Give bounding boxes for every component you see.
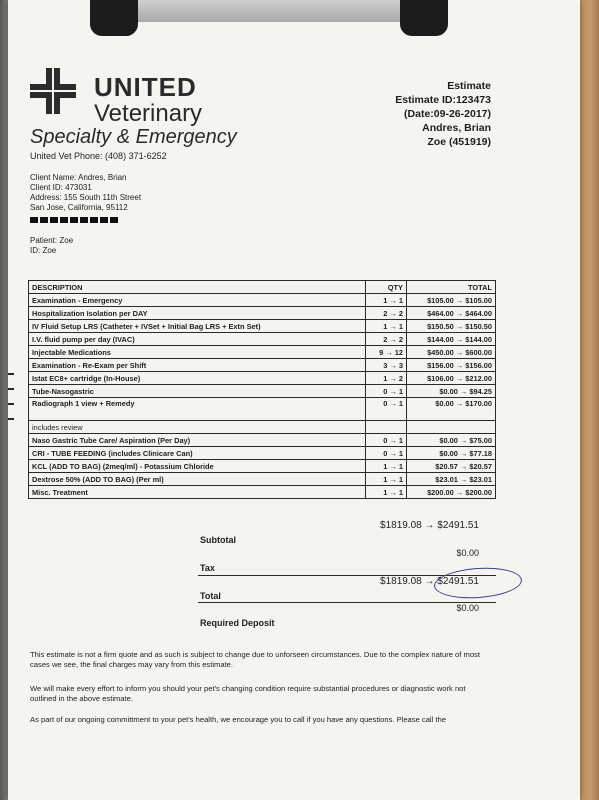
estimate-id: Estimate ID:123473 [395,94,491,106]
table-row [29,307,496,320]
patient-name: Patient: Zoe [30,236,74,245]
row-qty: 1 → 1 [366,486,407,499]
col-description: DESCRIPTION [29,281,366,294]
row-total: $0.00 → $170.00 [407,398,496,421]
estimate-table [28,280,496,499]
row-total: $450.00 → $600.00 [407,346,496,359]
row-desc: I.V. fluid pump per day (IVAC) [29,333,366,346]
subtotal-label: Subtotal [200,535,236,545]
row-desc: Examination - Emergency [29,294,366,307]
row-total [407,421,496,434]
row-qty: 1 → 2 [366,372,407,385]
row-total: $20.57 → $20.57 [407,460,496,473]
table-row [29,294,496,307]
pen-mark [8,403,14,405]
patient-info [30,236,73,256]
pen-mark [8,373,14,375]
estimate-date: (Date:09-26-2017) [404,108,491,120]
estimate-client: Andres, Brian [422,122,491,134]
row-qty: 0 → 1 [366,385,407,398]
table-row [29,434,496,447]
estimate-header [395,79,491,149]
row-desc: Injectable Medications [29,346,366,359]
row-qty: 0 → 1 [366,398,407,421]
disclaimer-paragraph: We will make every effort to inform you should your pet's changing condition require substantial procedures or diagnostic work not outlined in the above estimate. [30,684,466,703]
clipboard-edge [577,0,599,800]
row-qty: 3 → 3 [366,359,407,372]
row-desc: CRI - TUBE FEEDING (includes Clinicare Can) [29,447,366,460]
tax-label: Tax [200,563,215,573]
total-label: Total [200,591,221,601]
row-qty: 0 → 1 [366,434,407,447]
disclaimer-paragraph: As part of our ongoing committment to your pet's health, we encourage you to call if you have any questions. Please call the [30,715,446,724]
clip-bar [90,0,445,22]
table-row [29,320,496,333]
client-city: San Jose, California, 95112 [30,203,128,212]
row-total: $0.00 → $94.25 [407,385,496,398]
client-name: Client Name: Andres, Brian [30,173,127,182]
row-total: $106.00 → $212.00 [407,372,496,385]
table-row [29,460,496,473]
row-desc: includes review [29,421,366,434]
table-row [29,447,496,460]
items-total: $1819.08 → $2491.51 [380,520,479,531]
united-cross-logo-icon [30,68,76,114]
row-desc: Misc. Treatment [29,486,366,499]
pen-mark [8,418,14,420]
hand-drawn-circle [433,565,523,601]
row-desc: Tube-Nasogastric [29,385,366,398]
row-desc: KCL (ADD TO BAG) (2meq/ml) - Potassium Chloride [29,460,366,473]
row-qty: 1 → 1 [366,294,407,307]
clip-left-grip [90,0,138,36]
row-desc: Examination - Re-Exam per Shift [29,359,366,372]
row-total: $105.00 → $105.00 [407,294,496,307]
table-row [29,346,496,359]
row-total: $0.00 → $75.00 [407,434,496,447]
brand-tagline: Specialty & Emergency [30,126,237,148]
row-qty: 1 → 1 [366,460,407,473]
row-desc: IV Fluid Setup LRS (Catheter + IVSet + Initial Bag LRS + Extn Set) [29,320,366,333]
row-total: $464.00 → $464.00 [407,307,496,320]
row-desc: Dextrose 50% (ADD TO BAG) (Per ml) [29,473,366,486]
tax-value: $0.00 [456,548,479,558]
table-row [29,333,496,346]
row-desc: Hospitalization Isolation per DAY [29,307,366,320]
table-row [29,486,496,499]
client-info [30,173,141,213]
total-value: $1819.08 → $2491.51 [380,576,479,587]
brand-subtitle: Veterinary [94,100,203,127]
row-qty: 1 → 1 [366,473,407,486]
estimate-title: Estimate [447,80,491,92]
row-desc: Istat EC8+ cartridge (In-House) [29,372,366,385]
redaction-mark [30,217,118,223]
row-total: $0.00 → $77.18 [407,447,496,460]
row-qty: 2 → 2 [366,307,407,320]
row-desc: Naso Gastric Tube Care/ Aspiration (Per Day) [29,434,366,447]
table-row [29,385,496,398]
table-row [29,473,496,486]
row-qty [366,421,407,434]
estimate-paper [8,0,580,800]
row-qty: 0 → 1 [366,447,407,460]
estimate-patient: Zoe (451919) [427,136,491,148]
patient-id: ID: Zoe [30,246,57,255]
row-qty: 9 → 12 [366,346,407,359]
table-row [29,359,496,372]
brand-name: UNITED [94,72,197,102]
client-id: Client ID: 473031 [30,183,92,192]
clinic-phone: United Vet Phone: (408) 371-6252 [30,151,167,161]
row-total: $200.00 → $200.00 [407,486,496,499]
row-qty: 2 → 2 [366,333,407,346]
row-total: $156.00 → $156.00 [407,359,496,372]
row-desc: Radiograph 1 view + Remedy [29,398,366,421]
row-total: $144.00 → $144.00 [407,333,496,346]
row-qty: 1 → 1 [366,320,407,333]
clip-right-grip [400,0,448,36]
deposit-label: Required Deposit [200,618,275,628]
col-qty: QTY [366,281,407,294]
table-header [29,281,496,294]
col-total: TOTAL [407,281,496,294]
row-total: $23.01 → $23.01 [407,473,496,486]
table-row [29,372,496,385]
table-row [29,421,496,434]
client-address: Address: 155 South 11th Street [30,193,142,202]
disclaimer-paragraph: This estimate is not a firm quote and as such is subject to change due to unforseen circumstances. Due to the complex nature of most cases we see, the final charges may vary from this estimate. [30,650,480,669]
row-total: $150.50 → $150.50 [407,320,496,333]
total-rule [198,602,496,603]
table-row [29,398,496,421]
deposit-value: $0.00 [456,603,479,613]
pen-mark [8,388,14,390]
